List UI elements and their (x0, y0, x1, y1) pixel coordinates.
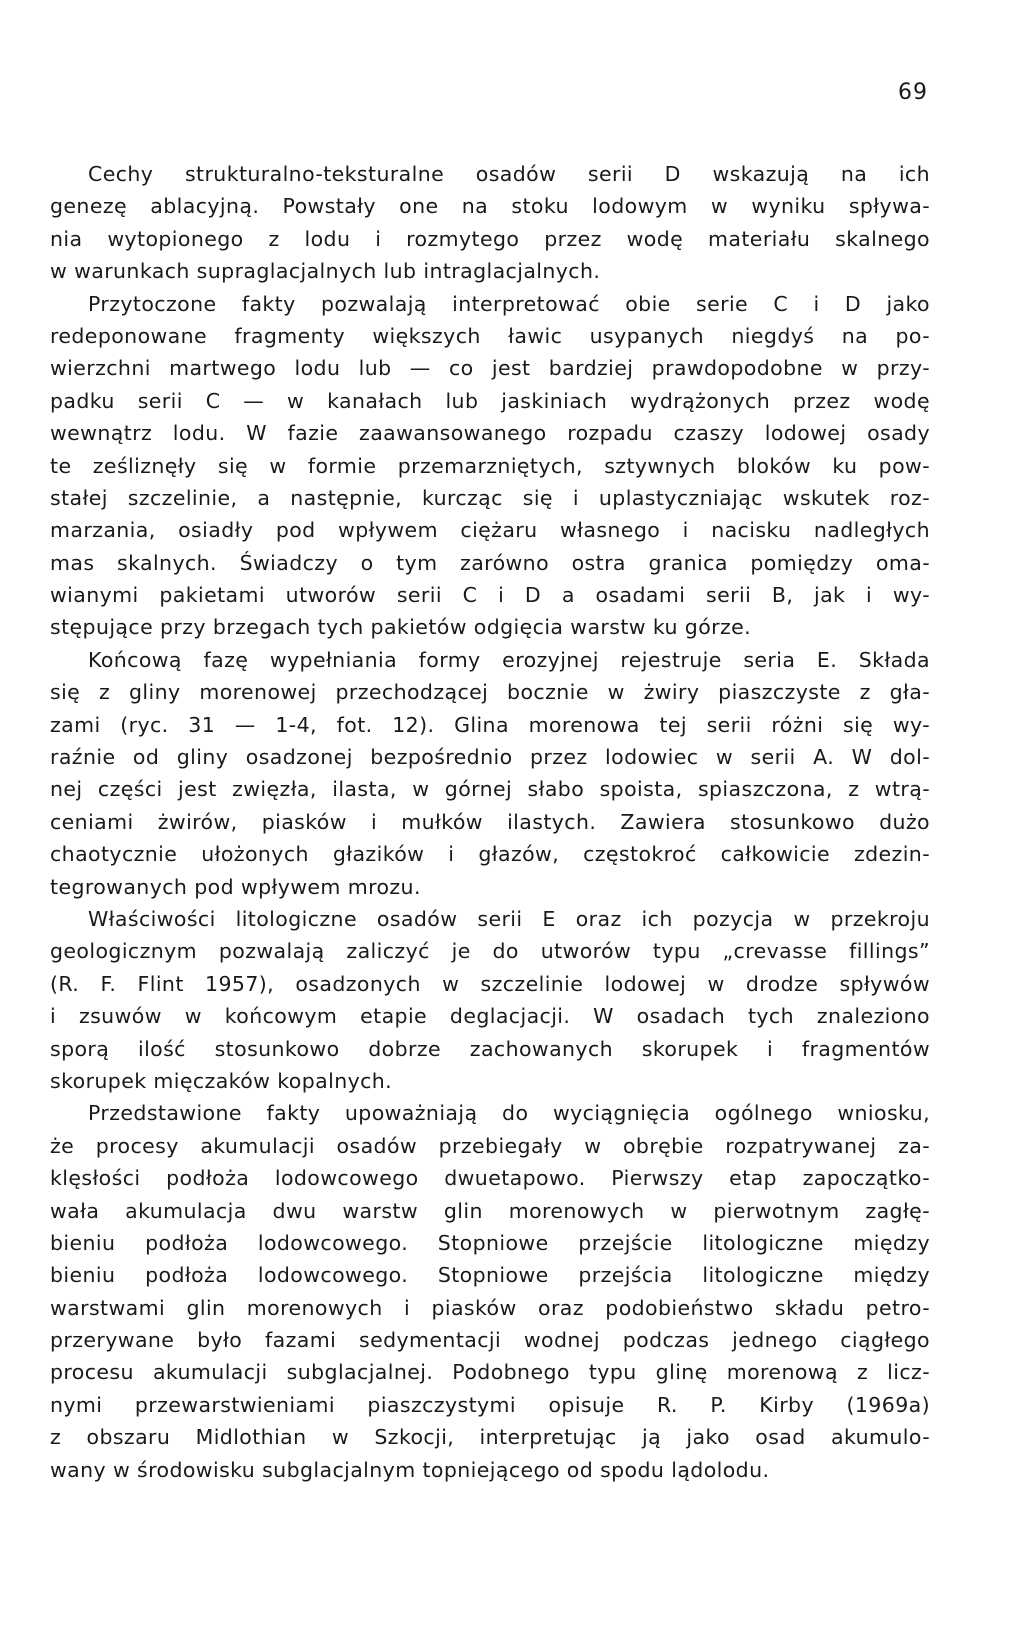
text-line: bieniu podłoża lodowcowego. Stopniowe przejście litologiczne między (50, 1230, 930, 1255)
text-line: że procesy akumulacji osadów przebiegały w obrębie rozpatrywanej za- (50, 1133, 930, 1158)
text-line: geologicznym pozwalają zaliczyć je do utworów typu „crevasse fillings” (50, 939, 930, 964)
text-line: tegrowanych pod wpływem mrozu. (50, 874, 421, 899)
body-text (50, 158, 930, 1486)
text-line: się z gliny morenowej przechodzącej bocznie w żwiry piaszczyste z gła- (50, 680, 930, 705)
text-line: raźnie od gliny osadzonej bezpośrednio przez lodowiec w serii A. W dol- (50, 745, 930, 770)
text-line: redeponowane fragmenty większych ławic usypanych niegdyś na po- (50, 323, 930, 348)
text-line: wany w środowisku subglacjalnym topniejącego od spodu lądolodu. (50, 1457, 770, 1482)
text-line: i zsuwów w końcowym etapie deglacjacji. W osadach tych znaleziono (50, 1004, 930, 1029)
text-line: wewnątrz lodu. W fazie zaawansowanego rozpadu czaszy lodowej osady (50, 421, 930, 446)
text-line: wierzchni martwego lodu lub — co jest bardziej prawdopodobne w przy- (50, 356, 930, 381)
text-line: bieniu podłoża lodowcowego. Stopniowe przejścia litologiczne między (50, 1263, 930, 1288)
text-line: skorupek mięczaków kopalnych. (50, 1068, 393, 1093)
text-line: Przytoczone fakty pozwalają interpretować obie serie C i D jako (88, 291, 930, 316)
text-line: procesu akumulacji subglacjalnej. Podobnego typu glinę morenową z licz- (50, 1360, 930, 1385)
text-line: wała akumulacja dwu warstw glin morenowych w pierwotnym zagłę- (50, 1198, 930, 1223)
text-line: mas skalnych. Świadczy o tym zarówno ostra granica pomiędzy oma- (50, 550, 930, 575)
text-line: przerywane było fazami sedymentacji wodnej podczas jednego ciągłego (50, 1328, 930, 1353)
text-line: Cechy strukturalno-teksturalne osadów serii D wskazują na ich (88, 162, 930, 186)
text-line: genezę ablacyjną. Powstały one na stoku lodowym w wyniku spływa- (50, 194, 930, 219)
text-line: wianymi pakietami utworów serii C i D a osadami serii B, jak i wy- (50, 583, 930, 608)
text-line: nia wytopionego z lodu i rozmytego przez wodę materiału skalnego (50, 226, 930, 251)
text-line: Końcową fazę wypełniania formy erozyjnej rejestruje seria E. Składa (88, 647, 930, 672)
text-line: nymi przewarstwieniami piaszczystymi opisuje R. P. Kirby (1969a) (50, 1392, 930, 1417)
text-line: (R. F. Flint 1957), osadzonych w szczelinie lodowej w drodze spływów (50, 971, 930, 996)
text-line: stępujące przy brzegach tych pakietów odgięcia warstw ku górze. (50, 615, 752, 640)
text-line: z obszaru Midlothian w Szkocji, interpretując ją jako osad akumulo- (50, 1425, 930, 1450)
text-line: marzania, osiadły pod wpływem ciężaru własnego i nacisku nadległych (50, 518, 930, 543)
text-line: zami (ryc. 31 — 1-4, fot. 12). Glina morenowa tej serii różni się wy- (50, 712, 930, 737)
text-line: w warunkach supraglacjalnych lub intraglacjalnych. (50, 259, 601, 284)
page-number: 69 (898, 80, 928, 105)
text-line: Przedstawione fakty upoważniają do wyciągnięcia ogólnego wniosku, (88, 1101, 930, 1126)
text-line: chaotycznie ułożonych głazików i głazów, częstokroć całkowicie zdezin- (50, 842, 930, 867)
text-line: padku serii C — w kanałach lub jaskiniach wydrążonych przez wodę (50, 388, 930, 413)
text-line: stałej szczelinie, a następnie, kurcząc się i uplastyczniając wskutek roz- (50, 485, 930, 510)
text-line: nej części jest zwięzła, ilasta, w górnej słabo spoista, spiaszczona, z wtrą- (50, 777, 930, 802)
text-line: sporą ilość stosunkowo dobrze zachowanych skorupek i fragmentów (50, 1036, 930, 1061)
text-line: Właściwości litologiczne osadów serii E oraz ich pozycja w przekroju (88, 906, 930, 931)
text-line: ceniami żwirów, piasków i mułków ilastych. Zawiera stosunkowo dużo (50, 809, 930, 834)
text-line: klęsłości podłoża lodowcowego dwuetapowo. Pierwszy etap zapoczątko- (50, 1166, 930, 1191)
text-line: warstwami glin morenowych i piasków oraz podobieństwo składu petro- (50, 1295, 930, 1320)
text-line: te ześliznęły się w formie przemarzniętych, sztywnych bloków ku pow- (50, 453, 930, 478)
